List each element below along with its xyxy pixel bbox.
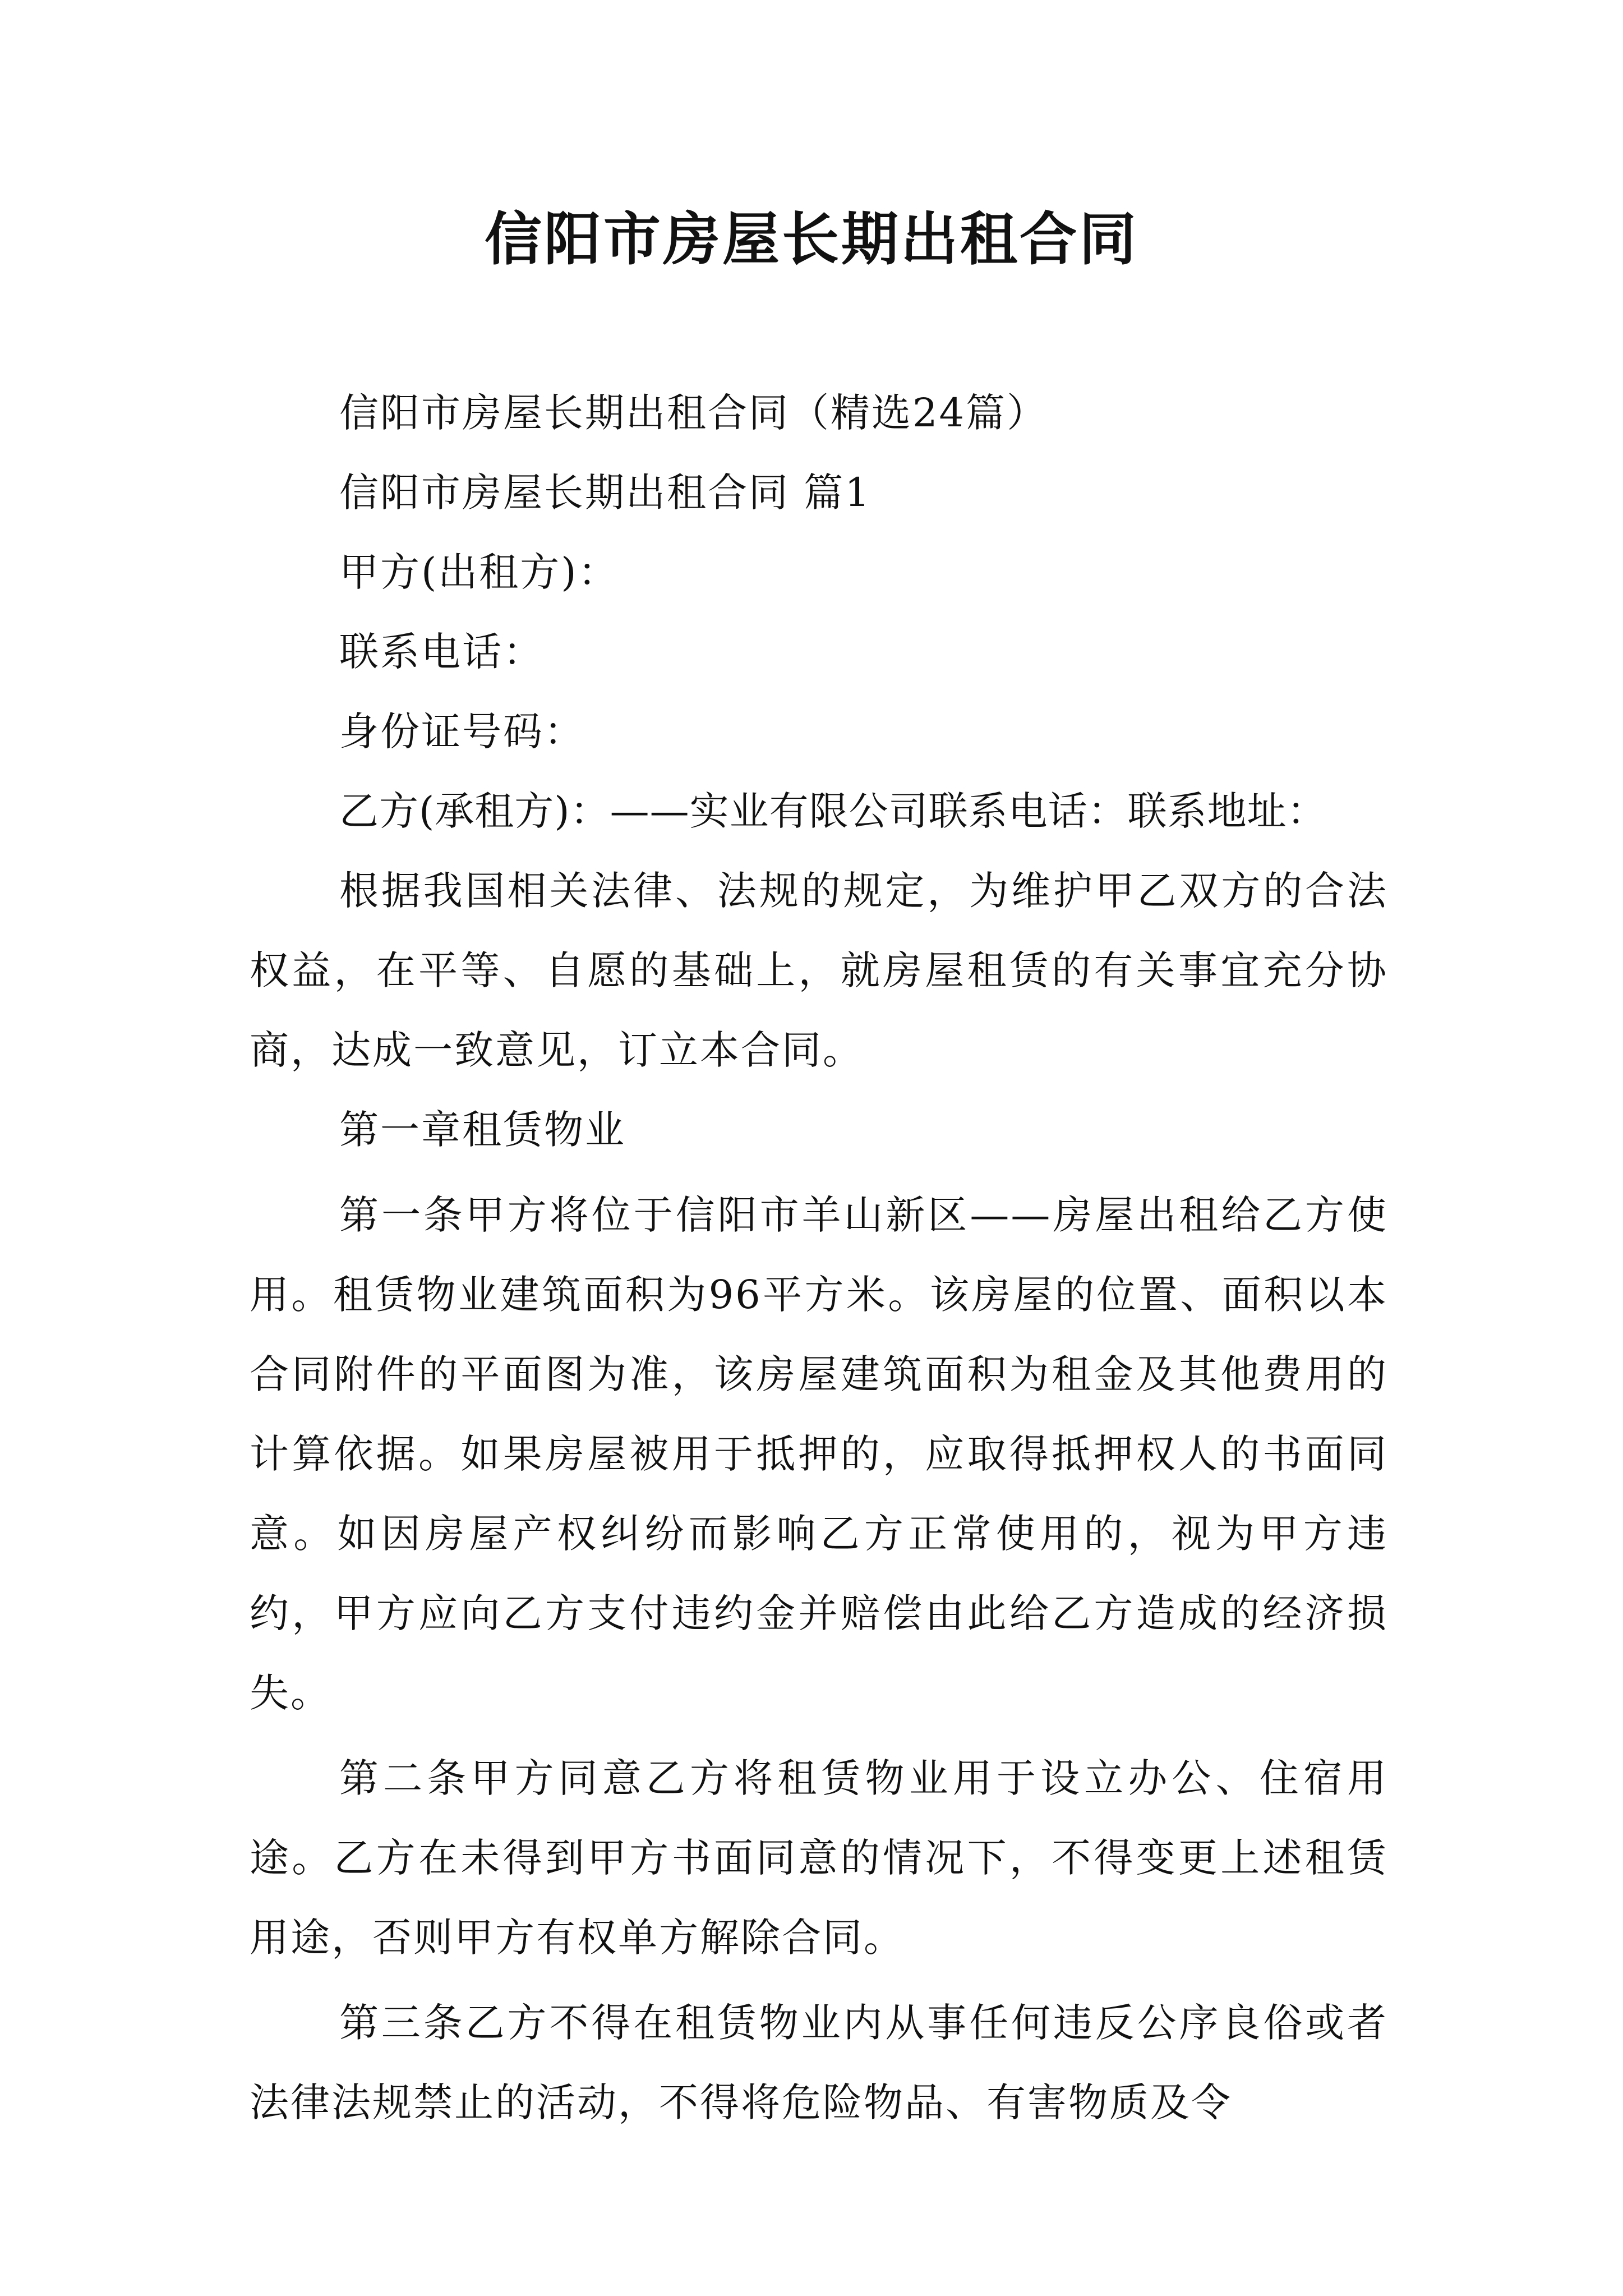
article-3-paragraph: 第三条乙方不得在租赁物业内从事任何违反公序良俗或者法律法规禁止的活动，不得将危险物品、有害物质及令	[250, 2000, 1388, 2125]
article-2-paragraph: 第二条甲方同意乙方将租赁物业用于设立办公、住宿用途。乙方在未得到甲方书面同意的情况下，不得变更上述租赁用途，否则甲方有权单方解除合同。	[250, 1755, 1388, 1961]
chapter-heading: 第一章租赁物业	[339, 1107, 626, 1153]
party-a-field: 甲方(出租方)：	[339, 549, 619, 595]
preamble-paragraph: 根据我国相关法律、法规的规定，为维护甲乙双方的合法权益，在平等、自愿的基础上，就房屋租赁的有关事宜充分协商，达成一致意见，订立本合同。	[250, 868, 1388, 1073]
article-1-paragraph: 第一条甲方将位于信阳市羊山新区——房屋出租给乙方使用。租赁物业建筑面积为96平方米。该房屋的位置、面积以本合同附件的平面图为准，该房屋建筑面积为租金及其他费用的计算依据。如果房屋被用于抵押的，应取得抵押权人的书面同意。如因房屋产权纠纷而影响乙方正常使用的，视为甲方违约，甲方应向乙方支付违约金并赔偿由此给乙方造成的经济损失。	[250, 1192, 1388, 1716]
subtitle-line: 信阳市房屋长期出租合同（精选24篇）	[339, 390, 1048, 436]
document-title: 信阳市房屋长期出租合同	[485, 206, 1138, 273]
id-number-field: 身份证号码：	[339, 708, 585, 754]
party-b-field: 乙方(承租方)：——实业有限公司联系电话：联系地址：	[339, 788, 1327, 834]
phone-field: 联系电话：	[339, 629, 544, 675]
document-body	[250, 373, 1388, 2142]
section-heading: 信阳市房屋长期出租合同 篇1	[339, 470, 872, 516]
